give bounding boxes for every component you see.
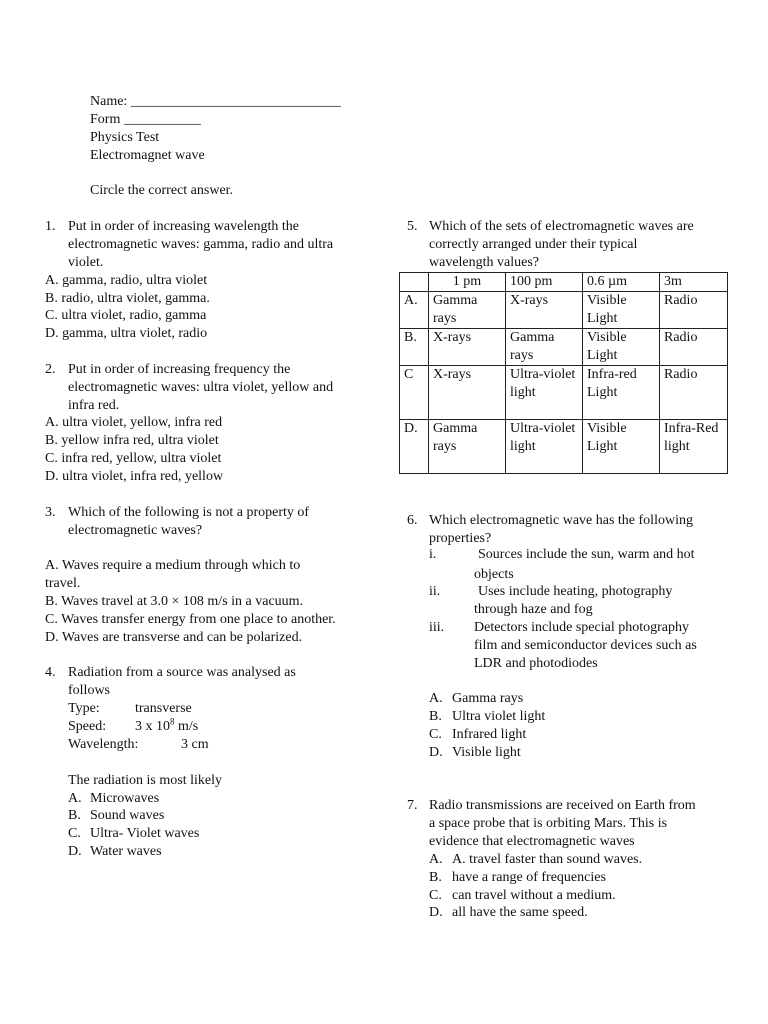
option-d[interactable]: D. gamma, ultra violet, radio (45, 326, 208, 341)
property-text: Uses include heating, photography (478, 584, 673, 599)
question-text: properties? (429, 531, 492, 546)
option-letter: A. (429, 852, 443, 867)
speed-label: Speed: (68, 719, 107, 734)
option-c[interactable]: Infrared light (452, 727, 527, 742)
option-letter: A. (68, 791, 82, 806)
table-cell: Ultra-violet light (506, 420, 583, 474)
option-d[interactable]: all have the same speed. (452, 905, 588, 920)
roman-numeral: i. (429, 547, 437, 562)
property-text: film and semiconductor devices such as (474, 638, 697, 653)
table-row[interactable] (400, 329, 728, 366)
table-row[interactable] (400, 292, 728, 329)
table-header-cell (400, 273, 429, 292)
form-field: Form ___________ (90, 112, 201, 127)
option-a[interactable]: Microwaves (90, 791, 160, 806)
table-cell: Ultra-violet light (506, 366, 583, 420)
question-text: Radio transmissions are received on Earth from (429, 798, 696, 813)
option-letter: B. (429, 709, 442, 724)
option-d[interactable]: D. Waves are transverse and can be polarized. (45, 630, 303, 645)
question-number: 4. (45, 665, 56, 680)
question-text: violet. (68, 255, 104, 270)
table-cell: Gamma rays (429, 292, 506, 329)
roman-numeral: iii. (429, 620, 445, 635)
topic-title: Electromagnet wave (90, 148, 205, 163)
speed-exponent: 8 (170, 716, 175, 727)
table-cell: B. (400, 329, 429, 366)
question-text: electromagnetic waves: ultra violet, yellow and (68, 380, 334, 395)
question-text: correctly arranged under their typical (429, 237, 638, 252)
option-letter: C. (429, 727, 442, 742)
table-header-row (400, 273, 728, 292)
type-value: transverse (135, 701, 192, 716)
table-cell: Radio (660, 366, 728, 420)
question-text: Which of the following is not a property of (68, 505, 310, 520)
option-c[interactable]: C. Waves transfer energy from one place to another. (45, 612, 336, 627)
question-text: infra red. (68, 398, 120, 413)
option-letter: C. (429, 888, 442, 903)
name-field: Name: ______________________________ (90, 94, 341, 109)
option-a-continued: travel. (45, 576, 81, 591)
subject-title: Physics Test (90, 130, 160, 145)
option-letter: D. (429, 745, 443, 760)
table-cell: X-rays (429, 329, 506, 366)
option-d[interactable]: D. ultra violet, infra red, yellow (45, 469, 224, 484)
wavelength-table (399, 272, 728, 474)
table-header-cell: 100 pm (506, 273, 583, 292)
option-a[interactable]: A. Waves require a medium through which to (45, 558, 301, 573)
question-number: 7. (407, 798, 418, 813)
question-text: Which electromagnetic wave has the following (429, 513, 693, 528)
property-text: LDR and photodiodes (474, 656, 598, 671)
speed-value: 3 x $10^8$ m/s (135, 716, 199, 734)
property-text: Sources include the sun, warm and hot (478, 547, 695, 562)
question-text: a space probe that is orbiting Mars. This is (429, 816, 668, 831)
option-a[interactable]: A. ultra violet, yellow, infra red (45, 415, 223, 430)
option-d[interactable]: Water waves (90, 844, 162, 859)
table-cell: X-rays (506, 292, 583, 329)
option-b[interactable]: B. yellow infra red, ultra violet (45, 433, 219, 448)
question-text: Radiation from a source was analysed as (68, 665, 296, 680)
table-cell: Radio (660, 292, 728, 329)
option-b[interactable]: Sound waves (90, 808, 165, 823)
property-text: through haze and fog (474, 602, 593, 617)
question-text: wavelength values? (429, 255, 540, 270)
option-c[interactable]: can travel without a medium. (452, 888, 616, 903)
option-letter: B. (429, 870, 442, 885)
option-c[interactable]: Ultra- Violet waves (90, 826, 200, 841)
question-number: 6. (407, 513, 418, 528)
type-label: Type: (68, 701, 100, 716)
table-cell: Visible Light (583, 329, 660, 366)
wavelength-value: 3 cm (181, 737, 209, 752)
question-text: evidence that electromagnetic waves (429, 834, 635, 849)
property-text: Detectors include special photography (474, 620, 689, 635)
question-text: electromagnetic waves? (68, 523, 203, 538)
question-number: 3. (45, 505, 56, 520)
table-row[interactable] (400, 420, 728, 474)
option-letter: D. (429, 905, 443, 920)
table-cell: Radio (660, 329, 728, 366)
table-header-cell: 0.6 µm (583, 273, 660, 292)
question-text: Which of the sets of electromagnetic waves are (429, 219, 694, 234)
option-a[interactable]: A. travel faster than sound waves. (452, 852, 643, 867)
table-header-cell: 3m (660, 273, 728, 292)
table-cell: Infra-red Light (583, 366, 660, 420)
wavelength-label: Wavelength: (68, 737, 139, 752)
question-text: follows (68, 683, 110, 698)
option-b[interactable]: have a range of frequencies (452, 870, 606, 885)
question-prompt: The radiation is most likely (68, 773, 222, 788)
question-number: 5. (407, 219, 418, 234)
question-number: 2. (45, 362, 56, 377)
option-letter: A. (429, 691, 443, 706)
table-cell: Infra-Red light (660, 420, 728, 474)
table-row[interactable] (400, 366, 728, 420)
question-text: electromagnetic waves: gamma, radio and ultra (68, 237, 334, 252)
option-b[interactable]: Ultra violet light (452, 709, 546, 724)
table-header-cell: 1 pm (429, 273, 506, 292)
table-cell: D. (400, 420, 429, 474)
option-c[interactable]: C. ultra violet, radio, gamma (45, 308, 207, 323)
option-b[interactable]: B. radio, ultra violet, gamma. (45, 291, 210, 306)
option-letter: C. (68, 826, 81, 841)
property-text: objects (474, 567, 514, 582)
table-cell: C (400, 366, 429, 420)
option-b[interactable]: B. Waves travel at 3.0 × 108 m/s in a vacuum. (45, 594, 304, 609)
option-letter: B. (68, 808, 81, 823)
question-number: 1. (45, 219, 56, 234)
instruction-text: Circle the correct answer. (90, 183, 234, 198)
table-cell: Visible Light (583, 292, 660, 329)
option-a[interactable]: A. gamma, radio, ultra violet (45, 273, 208, 288)
table-cell: Visible Light (583, 420, 660, 474)
option-letter: D. (68, 844, 82, 859)
option-c[interactable]: C. infra red, yellow, ultra violet (45, 451, 222, 466)
table-cell: Gamma rays (506, 329, 583, 366)
table-cell: A. (400, 292, 429, 329)
table-cell: Gamma rays (429, 420, 506, 474)
option-d[interactable]: Visible light (452, 745, 521, 760)
question-text: Put in order of increasing frequency the (68, 362, 291, 377)
table-cell: X-rays (429, 366, 506, 420)
roman-numeral: ii. (429, 584, 441, 599)
option-a[interactable]: Gamma rays (452, 691, 524, 706)
question-text: Put in order of increasing wavelength the (68, 219, 299, 234)
